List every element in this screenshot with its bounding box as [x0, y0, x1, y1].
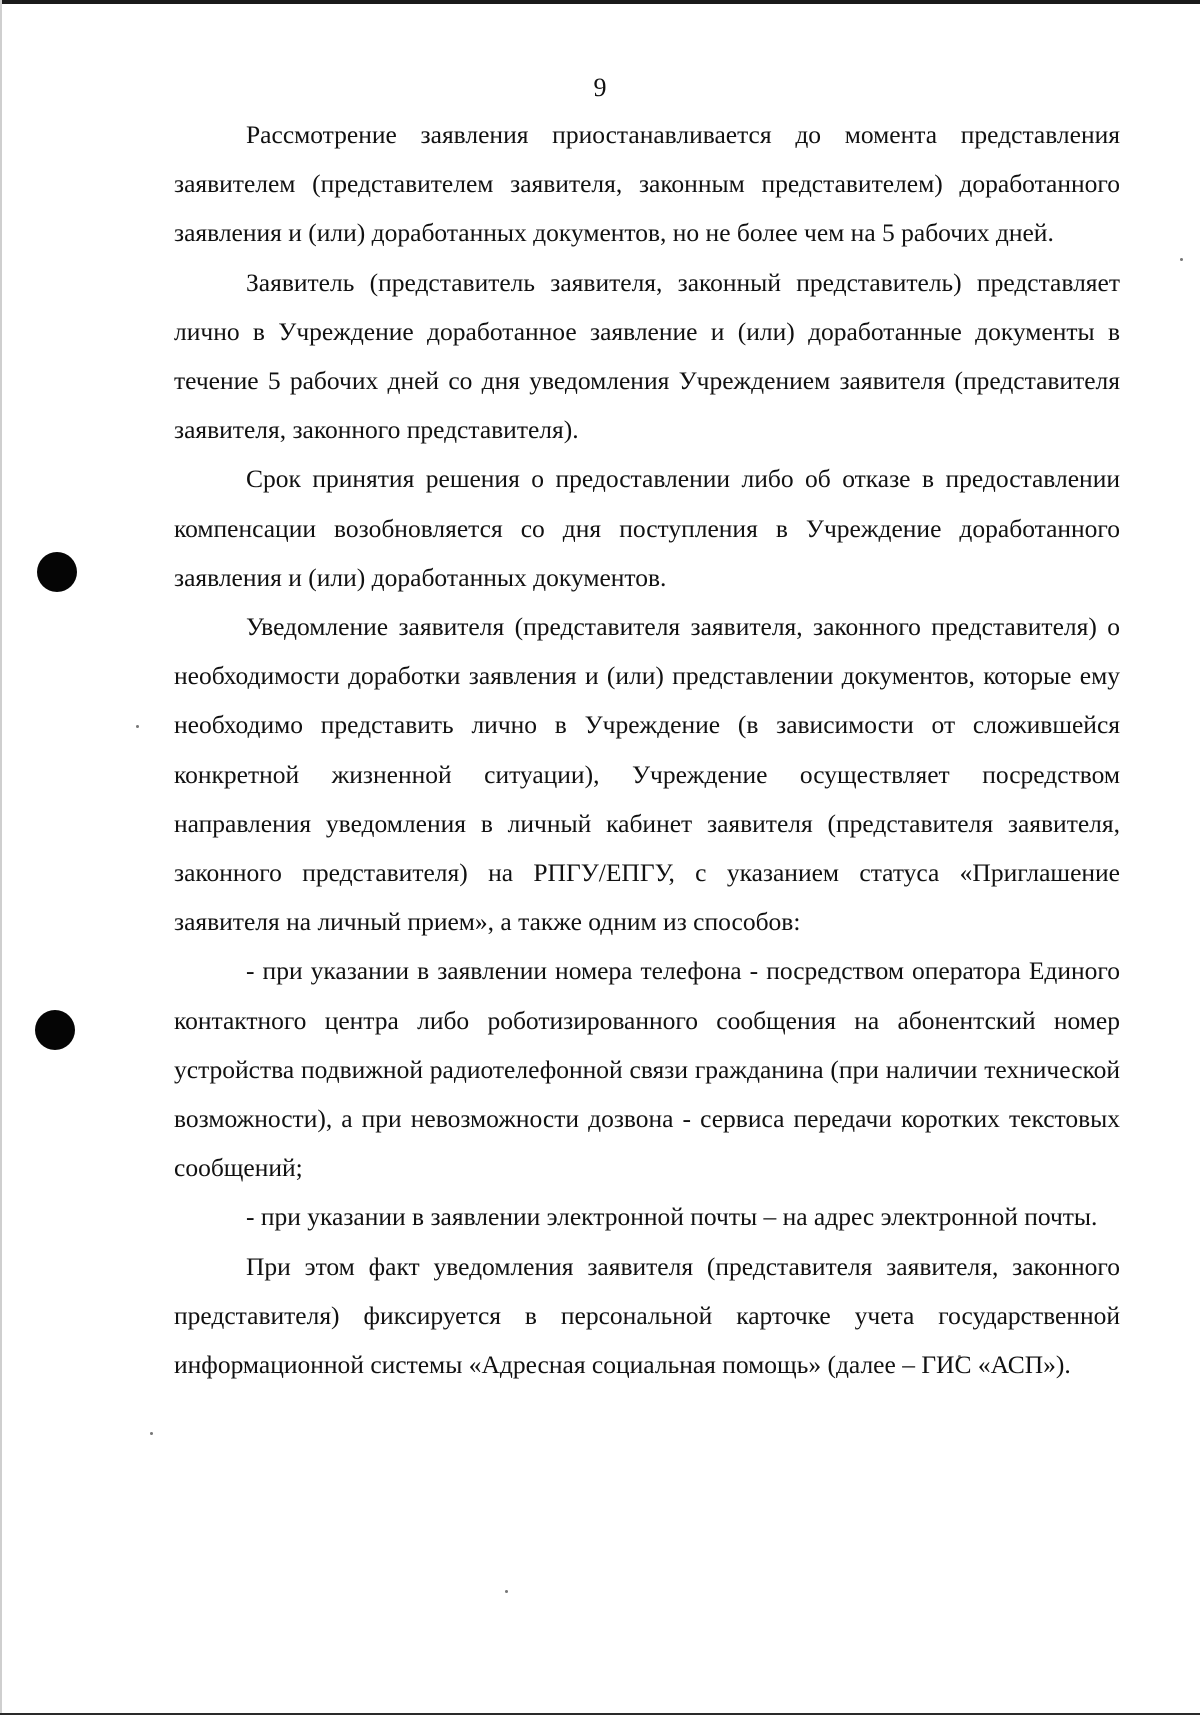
paragraph-phone-method: - при указании в заявлении номера телефона - посредством оператора Единого контактного центра либо роботизированного сообщения на абонентский номер устройства подвижной радиотелефонной связи гражданина (при наличии технической возможности), а при невозможности дозвона - сервиса передачи коротких текстовых сообщений;: [174, 956, 1120, 1183]
paragraph-suspension: Рассмотрение заявления приостанавливается до момента представления заявителем (представителем заявителя, законным представителем) доработанного заявления и (или) доработанных документов, но не более чем на 5 рабочих дней.: [174, 120, 1120, 248]
paragraph-email-method: - при указании в заявлении электронной почты – на адрес электронной почты.: [246, 1202, 1098, 1232]
document-body: [174, 110, 1120, 1389]
punch-hole-upper: [37, 552, 77, 592]
scan-top-edge: [0, 0, 1200, 4]
paragraph-notification: Уведомление заявителя (представителя заявителя, законного представителя) о необходимости доработки заявления и (или) представлении документов, которые ему необходимо представить лично в Учреждение (в зависимости от сложившейся конкретной жизненной ситуации), Учреждение осуществляет посредством направления уведомления в личный кабинет заявителя (представителя заявителя, законного представителя) на РПГУ/ЕПГУ, с указанием статуса «Приглашение заявителя на личный прием», а также одним из способов:: [174, 612, 1120, 937]
paragraph-applicant-submits: Заявитель (представитель заявителя, законный представитель) представляет лично в Учреждение доработанное заявление и (или) доработанные документы в течение 5 рабочих дней со дня уведомления Учреждением заявителя (представителя заявителя, законного представителя).: [174, 267, 1120, 445]
scan-speck: [136, 725, 139, 728]
paragraph-record-fixation: При этом факт уведомления заявителя (представителя заявителя, законного представителя) фиксируется в персональной карточке учета государственной информационной системы «Адресная социальная помощь» (далее – ГИС «АСП»).: [174, 1251, 1120, 1380]
page-number: 9: [593, 73, 607, 102]
punch-hole-lower: [35, 1010, 75, 1050]
scan-left-edge: [0, 0, 2, 1715]
paragraph-decision-deadline: Срок принятия решения о предоставлении либо об отказе в предоставлении компенсации возобновляется со дня поступления в Учреждение доработанного заявления и (или) доработанных документов.: [174, 464, 1120, 592]
scan-speck: [150, 1432, 153, 1435]
scan-speck: [1180, 258, 1183, 261]
scan-speck: [505, 1590, 508, 1593]
